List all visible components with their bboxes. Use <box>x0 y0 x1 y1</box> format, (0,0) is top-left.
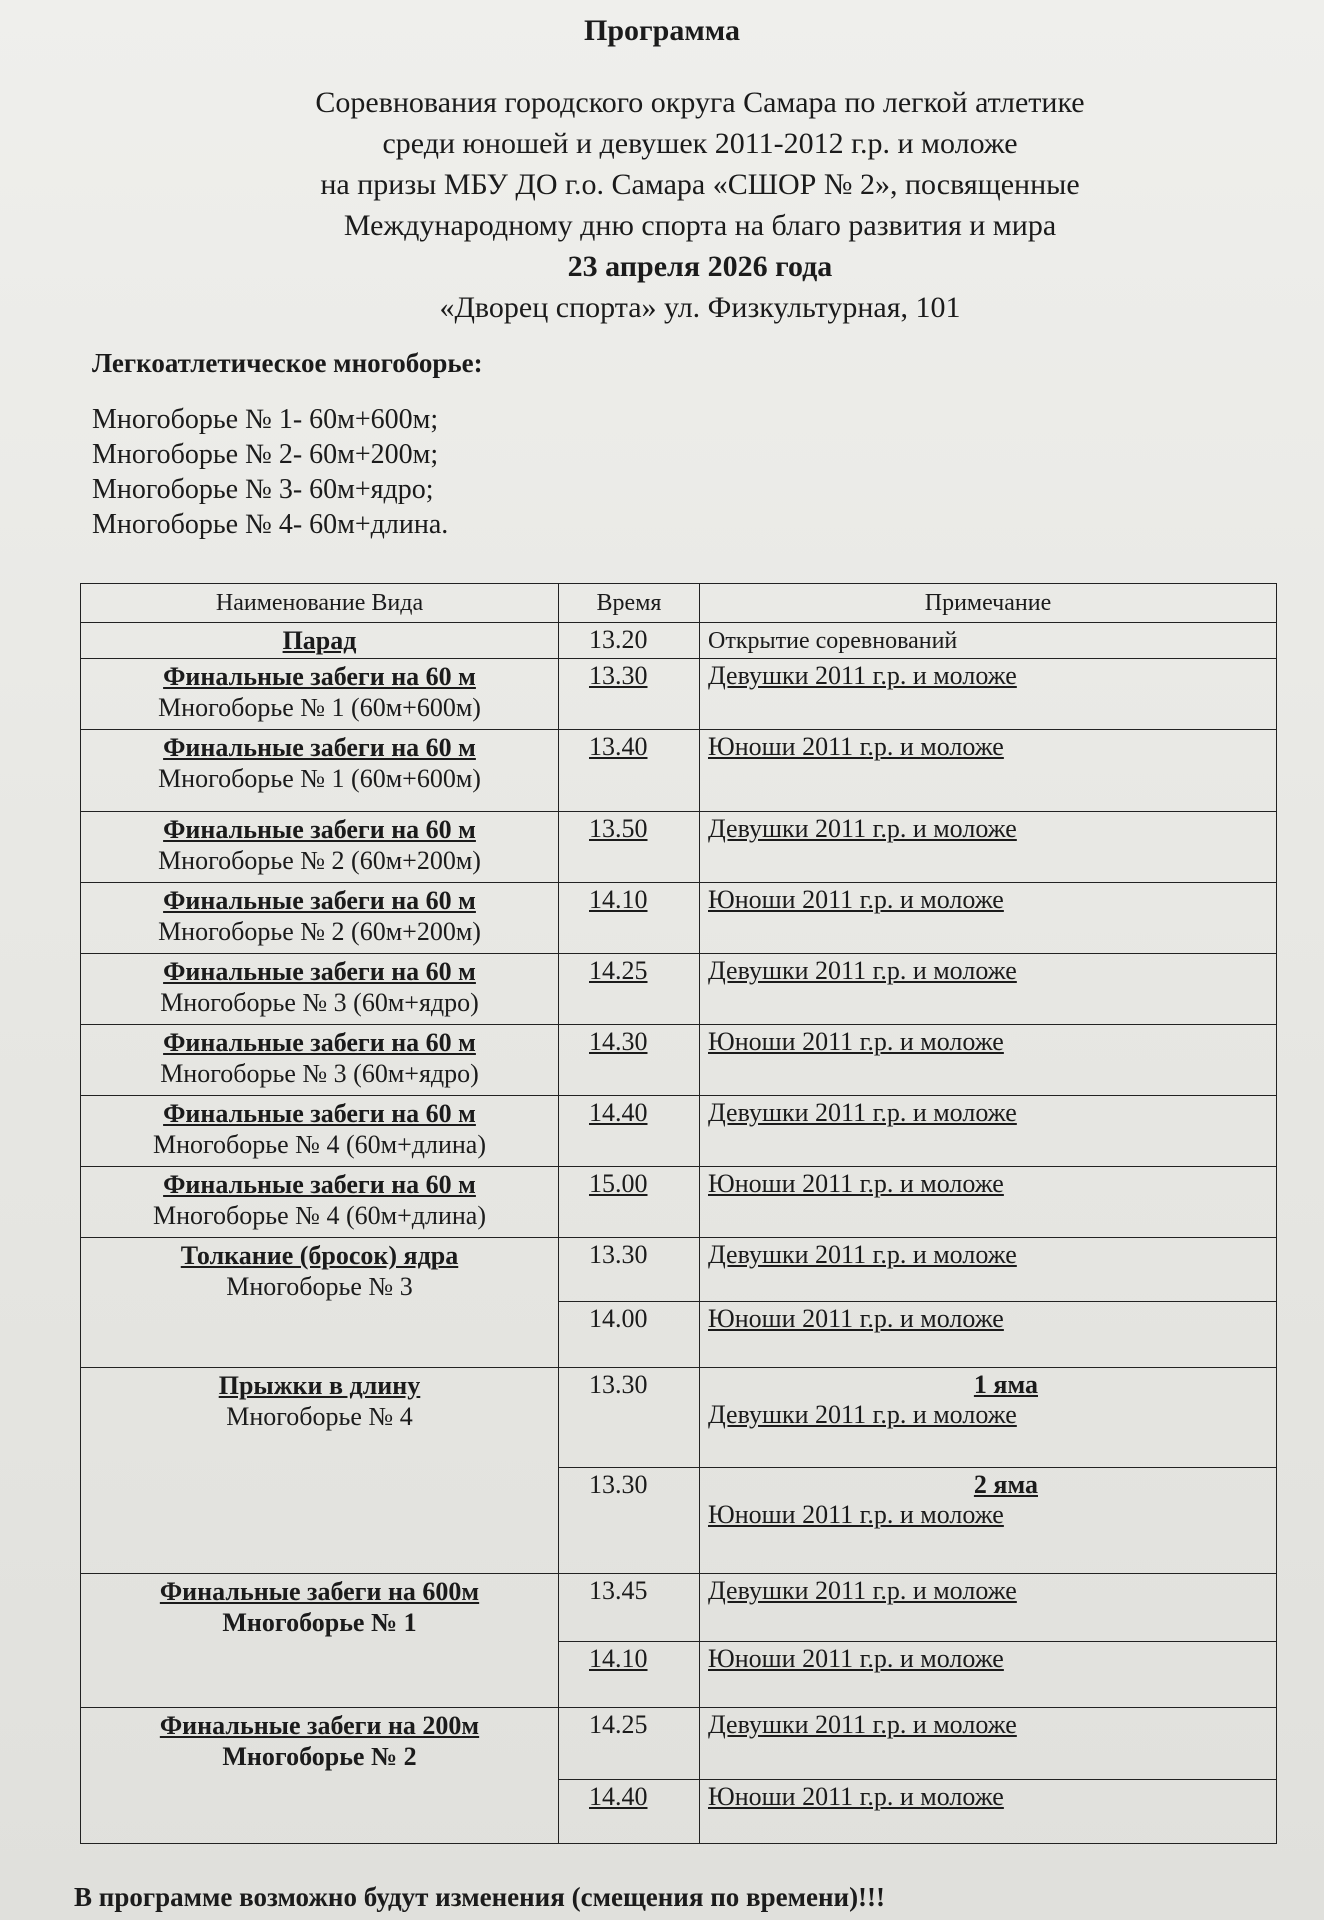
event-time: 15.00 <box>589 1169 648 1198</box>
event-subtitle: Многоборье № 3 (60м+ядро) <box>160 988 479 1017</box>
event-time: 13.45 <box>589 1576 648 1605</box>
column-header: Наименование Вида <box>81 584 559 623</box>
event-subtitle: Многоборье № 4 <box>226 1402 413 1431</box>
table-row <box>81 1025 1277 1096</box>
event-time: 14.00 <box>589 1304 648 1333</box>
event-time: 14.30 <box>589 1027 648 1056</box>
table-row <box>81 623 1277 659</box>
multievent-item: Многоборье № 3- 60м+ядро; <box>92 474 434 505</box>
time-cell <box>559 1238 700 1302</box>
time-cell <box>559 812 700 883</box>
event-time: 14.10 <box>589 885 648 914</box>
event-note: Юноши 2011 г.р. и моложе <box>708 1644 1004 1673</box>
time-cell <box>559 883 700 954</box>
event-note: Девушки 2011 г.р. и моложе <box>708 1576 1017 1605</box>
note-cell <box>700 1025 1277 1096</box>
time-cell <box>559 1368 700 1468</box>
event-name-cell <box>81 1167 559 1238</box>
time-cell <box>559 1302 700 1368</box>
note-cell <box>700 623 1277 659</box>
subtitle-line: Международному дню спорта на благо развития и мира <box>343 209 1057 242</box>
time-cell <box>559 1025 700 1096</box>
event-note: Девушки 2011 г.р. и моложе <box>708 661 1017 690</box>
event-time: 13.50 <box>589 814 648 843</box>
note-cell <box>700 812 1277 883</box>
event-time: 13.30 <box>589 1240 648 1269</box>
event-note: Девушки 2011 г.р. и моложе <box>708 1400 1017 1429</box>
event-title: Финальные забеги на 60 м <box>163 1099 476 1128</box>
document-title: Программа <box>584 14 740 47</box>
multievent-list <box>92 402 448 542</box>
event-time: 13.30 <box>589 1370 648 1399</box>
table-row <box>81 659 1277 730</box>
event-name-cell <box>81 1025 559 1096</box>
subtitle-line: Соревнования городского округа Самара по легкой атлетике <box>315 86 1085 119</box>
note-cell <box>700 1708 1277 1780</box>
event-name-cell <box>81 812 559 883</box>
event-subtitle: Многоборье № 2 <box>222 1742 417 1771</box>
table-header-row <box>81 584 1277 623</box>
time-cell <box>559 659 700 730</box>
note-cell <box>700 1780 1277 1844</box>
event-title: Финальные забеги на 600м <box>159 1577 480 1606</box>
section-title: Легкоатлетическое многоборье: <box>92 348 483 378</box>
note-cell <box>700 1574 1277 1642</box>
time-cell <box>559 1468 700 1574</box>
event-title: Толкание (бросок) ядра <box>180 1241 459 1270</box>
event-note: Девушки 2011 г.р. и моложе <box>708 1710 1017 1739</box>
event-name-cell <box>81 1708 559 1844</box>
event-subtitle: Многоборье № 3 (60м+ядро) <box>160 1059 479 1088</box>
event-title: Финальные забеги на 60 м <box>163 662 476 691</box>
column-header: Примечание <box>700 584 1277 623</box>
event-time: 14.10 <box>589 1644 648 1673</box>
event-note: Юноши 2011 г.р. и моложе <box>708 1782 1004 1811</box>
subtitle-line: среди юношей и девушек 2011-2012 г.р. и моложе <box>382 127 1018 160</box>
note-cell <box>700 1302 1277 1368</box>
event-title: Финальные забеги на 60 м <box>163 886 476 915</box>
event-name-cell <box>81 1238 559 1368</box>
event-subtitle: Многоборье № 1 <box>222 1608 417 1637</box>
event-note: Девушки 2011 г.р. и моложе <box>708 814 1017 843</box>
table-row <box>81 1708 1277 1780</box>
note-cell <box>700 1468 1277 1574</box>
column-header: Время <box>559 584 700 623</box>
event-note: Юноши 2011 г.р. и моложе <box>708 885 1004 914</box>
table-row <box>81 1368 1277 1468</box>
event-note: Юноши 2011 г.р. и моложе <box>708 1027 1004 1056</box>
event-name-cell <box>81 1574 559 1708</box>
time-cell <box>559 1708 700 1780</box>
event-note: Девушки 2011 г.р. и моложе <box>708 1240 1017 1269</box>
table-row <box>81 1096 1277 1167</box>
note-cell <box>700 954 1277 1025</box>
table-row <box>81 1167 1277 1238</box>
event-subtitle: Многоборье № 1 (60м+600м) <box>158 693 481 722</box>
time-cell <box>559 1167 700 1238</box>
footer-note: В программе возможно будут изменения (смещения по времени)!!! <box>74 1882 886 1912</box>
time-cell <box>559 1574 700 1642</box>
note-cell <box>700 730 1277 812</box>
event-time: 13.40 <box>589 732 648 761</box>
event-date: 23 апреля 2026 года <box>567 250 833 283</box>
event-name-cell <box>81 659 559 730</box>
event-name-cell <box>81 1096 559 1167</box>
event-time: 13.30 <box>589 661 648 690</box>
event-subtitle: Многоборье № 4 (60м+длина) <box>153 1201 486 1230</box>
event-title: Финальные забеги на 60 м <box>163 957 476 986</box>
event-time: 13.30 <box>589 1470 648 1499</box>
event-subtitle: Многоборье № 2 (60м+200м) <box>158 917 481 946</box>
multievent-item: Многоборье № 1- 60м+600м; <box>92 404 439 435</box>
event-subtitle: Многоборье № 2 (60м+200м) <box>158 846 481 875</box>
event-note: Девушки 2011 г.р. и моложе <box>708 956 1017 985</box>
event-title: Финальные забеги на 60 м <box>163 1028 476 1057</box>
event-time: 13.20 <box>589 625 648 654</box>
multievent-item: Многоборье № 4- 60м+длина. <box>92 509 449 540</box>
subtitle-line: на призы МБУ ДО г.о. Самара «СШОР № 2», посвященные <box>320 168 1080 201</box>
table-row <box>81 954 1277 1025</box>
note-cell <box>700 659 1277 730</box>
event-note: Девушки 2011 г.р. и моложе <box>708 1098 1017 1127</box>
table-row <box>81 1238 1277 1302</box>
event-title: Финальные забеги на 60 м <box>163 815 476 844</box>
note-cell <box>700 1167 1277 1238</box>
multievent-item: Многоборье № 2- 60м+200м; <box>92 439 439 470</box>
time-cell <box>559 1780 700 1844</box>
event-note: Юноши 2011 г.р. и моложе <box>708 1304 1004 1333</box>
table-row <box>81 883 1277 954</box>
event-time: 14.40 <box>589 1098 648 1127</box>
event-venue: «Дворец спорта» ул. Физкультурная, 101 <box>439 291 961 324</box>
event-time: 14.25 <box>589 956 648 985</box>
time-cell <box>559 623 700 659</box>
note-cell <box>700 1096 1277 1167</box>
time-cell <box>559 954 700 1025</box>
document-subtitle <box>0 82 1324 328</box>
event-note: Открытие соревнований <box>708 628 958 654</box>
event-name-cell <box>81 730 559 812</box>
event-name-cell <box>81 954 559 1025</box>
event-subtitle: Многоборье № 4 (60м+длина) <box>153 1130 486 1159</box>
note-cell <box>700 883 1277 954</box>
schedule-table <box>80 583 1277 1844</box>
pit-label: 2 яма <box>973 1470 1038 1499</box>
note-cell <box>700 1368 1277 1468</box>
event-subtitle: Многоборье № 1 (60м+600м) <box>158 764 481 793</box>
pit-label: 1 яма <box>973 1370 1038 1399</box>
event-title: Финальные забеги на 200м <box>159 1711 480 1740</box>
event-time: 14.25 <box>589 1710 648 1739</box>
note-cell <box>700 1642 1277 1708</box>
time-cell <box>559 730 700 812</box>
event-time: 14.40 <box>589 1782 648 1811</box>
event-note: Юноши 2011 г.р. и моложе <box>708 1500 1004 1529</box>
event-title: Парад <box>282 626 357 655</box>
table-row <box>81 730 1277 812</box>
event-title: Финальные забеги на 60 м <box>163 1170 476 1199</box>
table-row <box>81 812 1277 883</box>
table-row <box>81 1574 1277 1642</box>
note-cell <box>700 1238 1277 1302</box>
event-name-cell <box>81 623 559 659</box>
event-note: Юноши 2011 г.р. и моложе <box>708 732 1004 761</box>
event-note: Юноши 2011 г.р. и моложе <box>708 1169 1004 1198</box>
event-name-cell <box>81 883 559 954</box>
event-name-cell <box>81 1368 559 1574</box>
time-cell <box>559 1642 700 1708</box>
event-title: Финальные забеги на 60 м <box>163 733 476 762</box>
event-title: Прыжки в длину <box>218 1371 421 1400</box>
event-subtitle: Многоборье № 3 <box>226 1272 413 1301</box>
time-cell <box>559 1096 700 1167</box>
